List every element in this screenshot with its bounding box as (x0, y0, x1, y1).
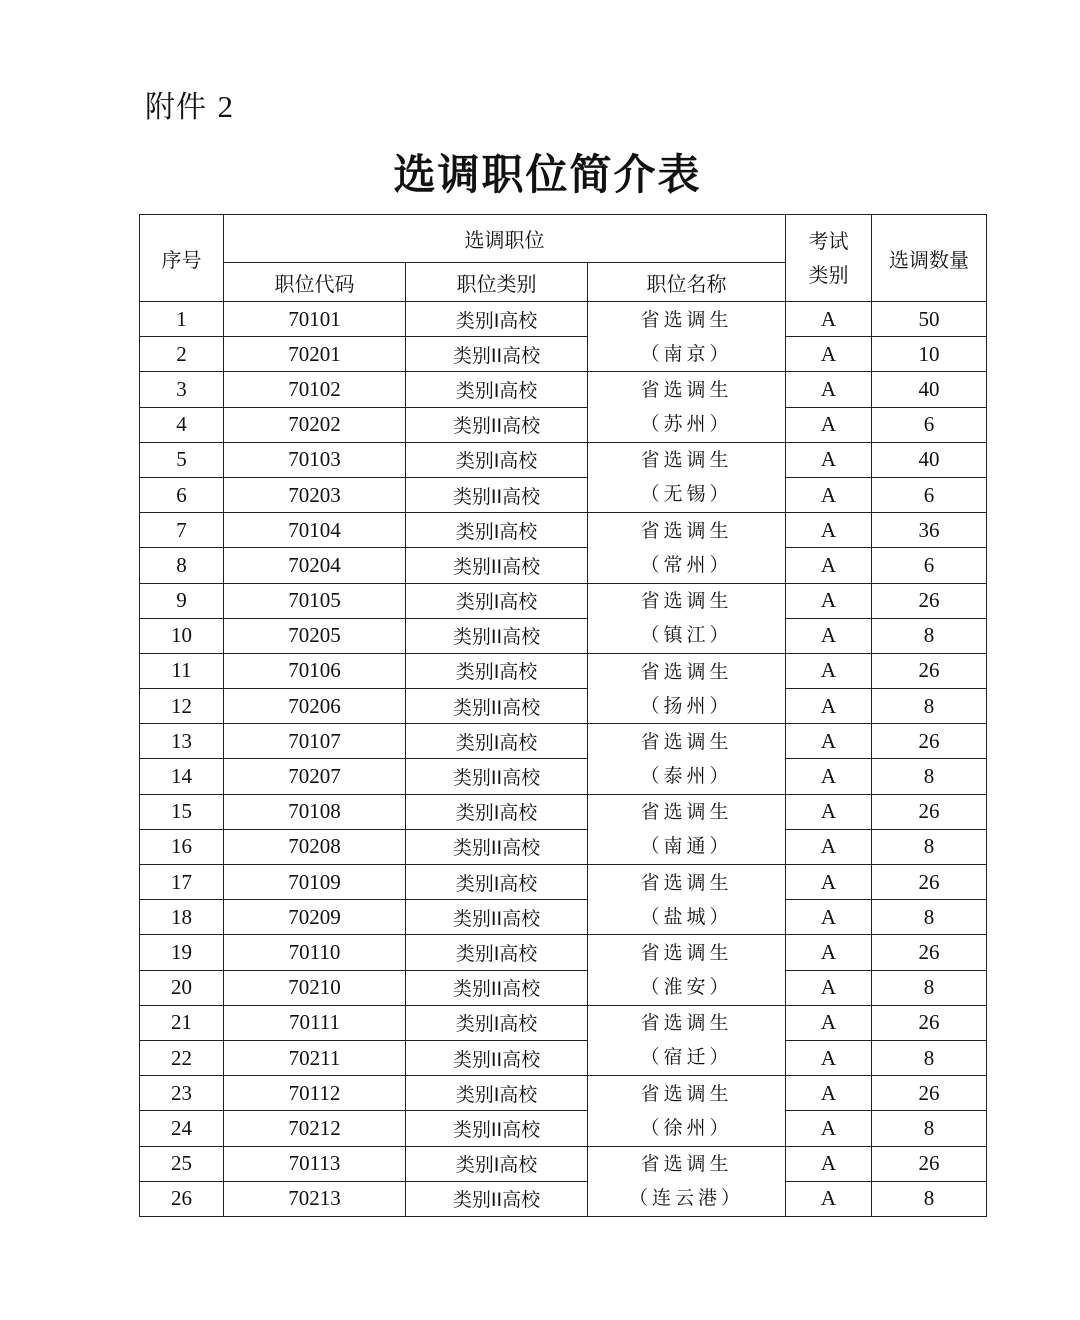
cell-seq: 20 (140, 970, 224, 1005)
cell-quantity: 26 (872, 583, 987, 618)
position-name-line1: 省选调生 (640, 519, 733, 542)
cell-category: 类别I高校 (406, 724, 588, 759)
cell-seq: 22 (140, 1040, 224, 1075)
position-name-line2: （常州） (640, 553, 733, 576)
cell-seq: 24 (140, 1111, 224, 1146)
cell-category: 类别II高校 (406, 407, 588, 442)
cell-quantity: 8 (872, 970, 987, 1005)
cell-code: 70209 (224, 900, 406, 935)
position-name-line2: （扬州） (640, 694, 733, 717)
cell-code: 70203 (224, 477, 406, 512)
cell-seq: 26 (140, 1181, 224, 1216)
cell-quantity: 8 (872, 1040, 987, 1075)
table-row (140, 548, 987, 583)
cell-seq: 2 (140, 337, 224, 372)
table-row (140, 407, 987, 442)
table-row (140, 653, 987, 688)
cell-seq: 1 (140, 302, 224, 337)
table-row (140, 1040, 987, 1075)
position-name-line2: （盐城） (640, 905, 733, 928)
cell-category: 类别I高校 (406, 653, 588, 688)
table-row (140, 477, 987, 512)
position-name-line1: 省选调生 (640, 379, 733, 402)
cell-code: 70206 (224, 689, 406, 724)
cell-quantity: 8 (872, 689, 987, 724)
cell-seq: 3 (140, 372, 224, 407)
cell-category: 类别I高校 (406, 1076, 588, 1111)
cell-quantity: 10 (872, 337, 987, 372)
cell-code: 70210 (224, 970, 406, 1005)
attachment-number: 2 (217, 89, 235, 124)
position-name-line2: （镇江） (640, 624, 733, 647)
position-name-line1: 省选调生 (640, 871, 733, 894)
cell-seq: 7 (140, 513, 224, 548)
cell-position-name (588, 302, 786, 372)
table-row (140, 689, 987, 724)
cell-seq: 25 (140, 1146, 224, 1181)
cell-position-name (588, 935, 786, 1005)
cell-code: 70208 (224, 829, 406, 864)
cell-seq: 17 (140, 865, 224, 900)
cell-seq: 23 (140, 1076, 224, 1111)
position-name-line2: （徐州） (640, 1116, 733, 1139)
cell-exam-type: A (786, 407, 872, 442)
cell-category: 类别II高校 (406, 1040, 588, 1075)
header-exam-line2: 类别 (808, 263, 849, 287)
cell-quantity: 40 (872, 372, 987, 407)
position-name-line1: 省选调生 (640, 308, 733, 331)
cell-seq: 16 (140, 829, 224, 864)
position-name-line2: （泰州） (640, 764, 733, 787)
cell-position-name (588, 442, 786, 512)
table-body (140, 302, 987, 1217)
cell-position-name (588, 865, 786, 935)
cell-category: 类别II高校 (406, 1181, 588, 1216)
table-row (140, 583, 987, 618)
cell-category: 类别II高校 (406, 477, 588, 512)
cell-exam-type: A (786, 442, 872, 477)
cell-exam-type: A (786, 372, 872, 407)
cell-position-name (588, 513, 786, 583)
table-row (140, 724, 987, 759)
cell-code: 70205 (224, 618, 406, 653)
cell-quantity: 6 (872, 548, 987, 583)
position-name-line1: 省选调生 (640, 1153, 733, 1176)
cell-position-name (588, 372, 786, 442)
cell-category: 类别I高校 (406, 794, 588, 829)
cell-exam-type: A (786, 1040, 872, 1075)
cell-seq: 18 (140, 900, 224, 935)
cell-exam-type: A (786, 900, 872, 935)
cell-quantity: 8 (872, 1111, 987, 1146)
cell-category: 类别I高校 (406, 583, 588, 618)
position-name-line2: （南京） (640, 342, 733, 365)
cell-quantity: 8 (872, 759, 987, 794)
position-name-line1: 省选调生 (640, 590, 733, 613)
header-position-group: 选调职位 (224, 215, 786, 263)
cell-code: 70103 (224, 442, 406, 477)
table-row (140, 1146, 987, 1181)
cell-exam-type: A (786, 513, 872, 548)
cell-seq: 6 (140, 477, 224, 512)
cell-exam-type: A (786, 829, 872, 864)
cell-position-name (588, 724, 786, 794)
cell-quantity: 40 (872, 442, 987, 477)
cell-exam-type: A (786, 548, 872, 583)
cell-category: 类别II高校 (406, 900, 588, 935)
cell-quantity: 8 (872, 900, 987, 935)
cell-exam-type: A (786, 759, 872, 794)
cell-code: 70102 (224, 372, 406, 407)
table-row (140, 935, 987, 970)
cell-seq: 8 (140, 548, 224, 583)
cell-category: 类别I高校 (406, 935, 588, 970)
cell-quantity: 26 (872, 1005, 987, 1040)
cell-category: 类别I高校 (406, 1146, 588, 1181)
cell-code: 70107 (224, 724, 406, 759)
position-name-line2: （无锡） (640, 483, 733, 506)
cell-seq: 11 (140, 653, 224, 688)
cell-exam-type: A (786, 337, 872, 372)
header-code: 职位代码 (224, 263, 406, 302)
table-row (140, 794, 987, 829)
cell-category: 类别I高校 (406, 1005, 588, 1040)
cell-code: 70101 (224, 302, 406, 337)
cell-code: 70202 (224, 407, 406, 442)
cell-code: 70204 (224, 548, 406, 583)
cell-exam-type: A (786, 689, 872, 724)
cell-seq: 15 (140, 794, 224, 829)
cell-quantity: 6 (872, 407, 987, 442)
cell-category: 类别I高校 (406, 865, 588, 900)
cell-exam-type: A (786, 302, 872, 337)
cell-category: 类别II高校 (406, 829, 588, 864)
cell-exam-type: A (786, 865, 872, 900)
cell-exam-type: A (786, 1146, 872, 1181)
cell-category: 类别II高校 (406, 1111, 588, 1146)
table-row (140, 970, 987, 1005)
position-name-line2: （苏州） (640, 413, 733, 436)
cell-seq: 13 (140, 724, 224, 759)
cell-category: 类别I高校 (406, 513, 588, 548)
cell-exam-type: A (786, 794, 872, 829)
header-category: 职位类别 (406, 263, 588, 302)
cell-position-name (588, 794, 786, 864)
cell-code: 70109 (224, 865, 406, 900)
header-name: 职位名称 (588, 263, 786, 302)
position-name-line1: 省选调生 (640, 730, 733, 753)
table-row (140, 618, 987, 653)
cell-quantity: 8 (872, 618, 987, 653)
attachment-label (145, 82, 234, 126)
position-name-line2: （宿迁） (640, 1046, 733, 1069)
cell-exam-type: A (786, 477, 872, 512)
cell-quantity: 26 (872, 1076, 987, 1111)
cell-exam-type: A (786, 724, 872, 759)
cell-category: 类别II高校 (406, 759, 588, 794)
table-row (140, 1181, 987, 1216)
table-row (140, 513, 987, 548)
cell-quantity: 6 (872, 477, 987, 512)
table-row (140, 1005, 987, 1040)
table-row (140, 1111, 987, 1146)
cell-code: 70108 (224, 794, 406, 829)
table-row (140, 372, 987, 407)
cell-exam-type: A (786, 1005, 872, 1040)
cell-code: 70112 (224, 1076, 406, 1111)
cell-exam-type: A (786, 1181, 872, 1216)
attachment-label-text: 附件 (145, 90, 207, 125)
header-exam-line1: 考试 (808, 229, 849, 253)
cell-exam-type: A (786, 1076, 872, 1111)
cell-seq: 19 (140, 935, 224, 970)
table-row (140, 900, 987, 935)
cell-exam-type: A (786, 935, 872, 970)
cell-quantity: 50 (872, 302, 987, 337)
position-name-line1: 省选调生 (640, 942, 733, 965)
cell-category: 类别I高校 (406, 372, 588, 407)
header-seq: 序号 (140, 215, 224, 302)
cell-exam-type: A (786, 618, 872, 653)
cell-code: 70113 (224, 1146, 406, 1181)
cell-quantity: 26 (872, 935, 987, 970)
position-name-line2: （南通） (640, 835, 733, 858)
cell-position-name (588, 583, 786, 653)
cell-category: 类别II高校 (406, 689, 588, 724)
cell-category: 类别II高校 (406, 618, 588, 653)
header-exam-type (786, 215, 872, 302)
cell-code: 70213 (224, 1181, 406, 1216)
table-row (140, 302, 987, 337)
cell-position-name (588, 1146, 786, 1216)
cell-exam-type: A (786, 583, 872, 618)
cell-seq: 4 (140, 407, 224, 442)
cell-position-name (588, 653, 786, 723)
position-name-line1: 省选调生 (640, 449, 733, 472)
position-name-line1: 省选调生 (640, 1082, 733, 1105)
page-title: 选调职位简介表 (393, 150, 702, 199)
table-row (140, 865, 987, 900)
cell-code: 70106 (224, 653, 406, 688)
cell-seq: 14 (140, 759, 224, 794)
cell-quantity: 26 (872, 653, 987, 688)
cell-quantity: 26 (872, 724, 987, 759)
cell-code: 70212 (224, 1111, 406, 1146)
cell-category: 类别I高校 (406, 302, 588, 337)
table-row (140, 337, 987, 372)
cell-category: 类别II高校 (406, 548, 588, 583)
cell-position-name (588, 1076, 786, 1146)
cell-code: 70105 (224, 583, 406, 618)
table-row (140, 759, 987, 794)
cell-quantity: 8 (872, 1181, 987, 1216)
cell-position-name (588, 1005, 786, 1075)
header-quantity: 选调数量 (872, 215, 987, 302)
cell-code: 70104 (224, 513, 406, 548)
position-name-line1: 省选调生 (640, 660, 733, 683)
cell-category: 类别I高校 (406, 442, 588, 477)
position-name-line1: 省选调生 (640, 801, 733, 824)
cell-category: 类别II高校 (406, 970, 588, 1005)
position-name-line2: （连云港） (628, 1187, 744, 1210)
table-row (140, 1076, 987, 1111)
cell-quantity: 26 (872, 794, 987, 829)
cell-exam-type: A (786, 653, 872, 688)
table-row (140, 442, 987, 477)
cell-seq: 9 (140, 583, 224, 618)
cell-exam-type: A (786, 1111, 872, 1146)
cell-quantity: 8 (872, 829, 987, 864)
cell-quantity: 36 (872, 513, 987, 548)
cell-code: 70211 (224, 1040, 406, 1075)
cell-code: 70110 (224, 935, 406, 970)
table-row (140, 829, 987, 864)
cell-category: 类别II高校 (406, 337, 588, 372)
cell-code: 70201 (224, 337, 406, 372)
cell-seq: 21 (140, 1005, 224, 1040)
cell-code: 70111 (224, 1005, 406, 1040)
cell-seq: 5 (140, 442, 224, 477)
positions-table (139, 214, 987, 1217)
cell-seq: 10 (140, 618, 224, 653)
position-name-line2: （淮安） (640, 976, 733, 999)
cell-quantity: 26 (872, 865, 987, 900)
cell-exam-type: A (786, 970, 872, 1005)
cell-code: 70207 (224, 759, 406, 794)
position-name-line1: 省选调生 (640, 1012, 733, 1035)
cell-seq: 12 (140, 689, 224, 724)
cell-quantity: 26 (872, 1146, 987, 1181)
